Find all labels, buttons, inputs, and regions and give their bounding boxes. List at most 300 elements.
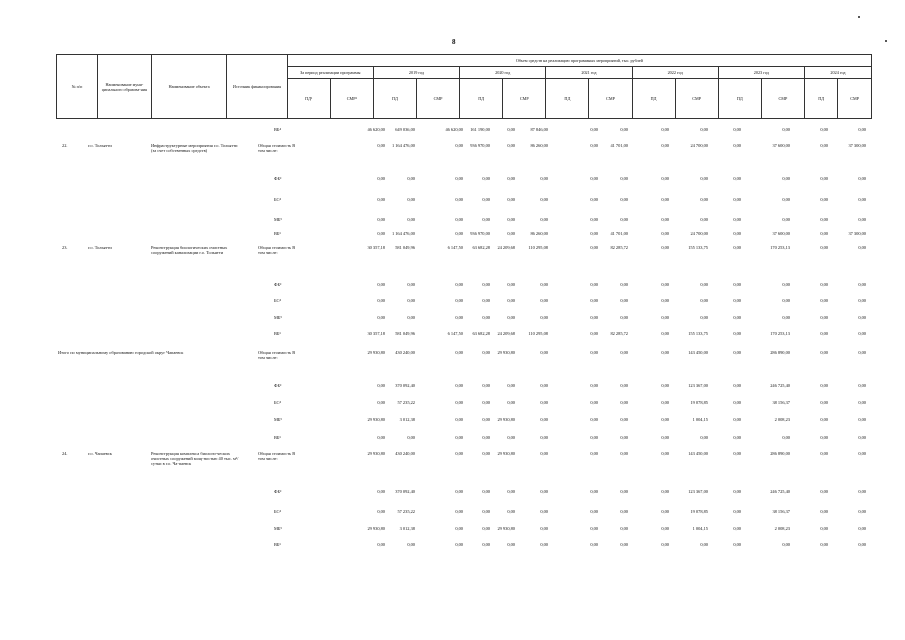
table-row <box>0 315 905 327</box>
cell-value: 0,00 <box>733 400 741 405</box>
cell-value: 0,00 <box>590 526 598 531</box>
cell-value: 0,00 <box>540 509 548 514</box>
cell-value: 0,00 <box>661 298 669 303</box>
cell-value: 0,00 <box>661 231 669 236</box>
cell-value: 0,00 <box>733 245 741 250</box>
row-source: МБ⁵ <box>274 217 282 222</box>
cell-value: 0,00 <box>590 435 598 440</box>
cell-value: 30 357,18 <box>367 331 385 336</box>
cell-value: 0,00 <box>820 143 828 148</box>
cell-value: 0,00 <box>377 542 385 547</box>
cell-value: 0,00 <box>820 176 828 181</box>
cell-value: 37 600,00 <box>772 143 790 148</box>
row-source: ВБ⁶ <box>274 231 281 236</box>
header-volume-title: Объем средств на реализацию программных мероприятий, тыс. рублей <box>287 55 871 67</box>
cell-value: 0,00 <box>455 197 463 202</box>
cell-value: 0,00 <box>507 509 515 514</box>
table-row <box>0 509 905 521</box>
cell-value: 0,00 <box>733 542 741 547</box>
header-municipality: Наименование муни-ципального образова-ния <box>97 55 151 119</box>
cell-value: 286 890,00 <box>770 451 790 456</box>
cell-value: 0,00 <box>590 489 598 494</box>
cell-value: 0,00 <box>540 417 548 422</box>
cell-value: 0,00 <box>733 197 741 202</box>
cell-value: 0,00 <box>507 435 515 440</box>
cell-value: 0,00 <box>782 542 790 547</box>
cell-value: 0,00 <box>782 282 790 287</box>
header-year: 2020 год <box>460 67 546 79</box>
cell-value: 0,00 <box>700 197 708 202</box>
page-number: 8 <box>452 38 456 46</box>
cell-value: 0,00 <box>590 315 598 320</box>
row-source: МБ⁵ <box>274 526 282 531</box>
cell-value: 0,00 <box>820 245 828 250</box>
cell-value: 0,00 <box>733 176 741 181</box>
cell-value: 0,00 <box>455 417 463 422</box>
header-year: 2023 год <box>718 67 804 79</box>
cell-value: 0,00 <box>377 197 385 202</box>
cell-value: 0,00 <box>782 298 790 303</box>
cell-value: 0,00 <box>455 350 463 355</box>
row-municipality: г.о. Тольятти <box>88 143 112 148</box>
row-source: ВБ⁶ <box>274 435 281 440</box>
row-municipality: Итого по муниципальному образованию городской округ Чапаевск <box>58 350 184 355</box>
cell-value: 0,00 <box>700 217 708 222</box>
cell-value: 41 701,00 <box>610 231 628 236</box>
cell-value: 0,00 <box>733 143 741 148</box>
cell-value: 0,00 <box>407 298 415 303</box>
cell-value: 0,00 <box>620 435 628 440</box>
header-smr: СМР <box>503 79 546 119</box>
cell-value: 29 930,80 <box>497 526 515 531</box>
cell-value: 0,00 <box>455 383 463 388</box>
cell-value: 0,00 <box>620 489 628 494</box>
cell-value: 0,00 <box>407 435 415 440</box>
cell-value: 1 004,15 <box>692 526 708 531</box>
table-row <box>0 282 905 294</box>
cell-value: 0,00 <box>455 489 463 494</box>
cell-value: 0,00 <box>540 350 548 355</box>
cell-value: 0,00 <box>620 417 628 422</box>
row-number: 24. <box>62 451 68 456</box>
cell-value: 41 701,00 <box>610 143 628 148</box>
cell-value: 0,00 <box>858 417 866 422</box>
cell-value: 30 357,18 <box>367 245 385 250</box>
cell-value: 0,00 <box>540 282 548 287</box>
table-row <box>0 489 905 501</box>
cell-value: 0,00 <box>733 509 741 514</box>
cell-value: 0,00 <box>482 298 490 303</box>
cell-value: 0,00 <box>507 315 515 320</box>
cell-value: 0,00 <box>455 176 463 181</box>
cell-value: 246 725,40 <box>770 489 790 494</box>
cell-value: 29 930,80 <box>497 417 515 422</box>
cell-value: 430 240,00 <box>395 451 415 456</box>
cell-value: 0,00 <box>858 383 866 388</box>
table-row <box>0 331 905 343</box>
cell-value: 0,00 <box>590 451 598 456</box>
cell-value: 0,00 <box>858 489 866 494</box>
cell-value: 0,00 <box>455 143 463 148</box>
cell-value: 0,00 <box>661 143 669 148</box>
cell-value: 0,00 <box>540 383 548 388</box>
cell-value: 0,00 <box>661 245 669 250</box>
cell-value: 6 147,50 <box>447 331 463 336</box>
cell-value: 0,00 <box>782 197 790 202</box>
cell-value: 0,00 <box>507 542 515 547</box>
cell-value: 936 970,00 <box>470 143 490 148</box>
cell-value: 0,00 <box>507 231 515 236</box>
cell-value: 0,00 <box>661 217 669 222</box>
cell-value: 0,00 <box>733 383 741 388</box>
cell-value: 0,00 <box>661 400 669 405</box>
cell-value: 0,00 <box>661 383 669 388</box>
cell-value: 24 209,68 <box>497 245 515 250</box>
cell-value: 0,00 <box>455 542 463 547</box>
cell-value: 0,00 <box>407 176 415 181</box>
cell-value: 0,00 <box>455 298 463 303</box>
header-pd: ПД <box>632 79 675 119</box>
cell-value: 0,00 <box>620 509 628 514</box>
cell-value: 0,00 <box>733 435 741 440</box>
cell-value: 110 295,08 <box>528 245 548 250</box>
row-source: ФБ³ <box>274 282 282 287</box>
cell-value: 0,00 <box>620 315 628 320</box>
cell-value: 0,00 <box>507 282 515 287</box>
cell-value: 0,00 <box>858 176 866 181</box>
cell-value: 0,00 <box>482 217 490 222</box>
header-pd: ПД <box>373 79 416 119</box>
cell-value: 430 240,00 <box>395 350 415 355</box>
cell-value: 0,00 <box>482 350 490 355</box>
header-smr-total: СМР² <box>330 79 373 119</box>
cell-value: 0,00 <box>858 245 866 250</box>
cell-value: 0,00 <box>482 383 490 388</box>
row-source: БС⁴ <box>274 197 281 202</box>
table-row <box>0 298 905 310</box>
cell-value: 370 092,40 <box>395 383 415 388</box>
cell-value: 0,00 <box>820 417 828 422</box>
cell-value: 0,00 <box>782 217 790 222</box>
cell-value: 0,00 <box>482 400 490 405</box>
cell-value: 0,00 <box>455 231 463 236</box>
cell-value: 3 012,38 <box>399 526 415 531</box>
cell-value: 0,00 <box>858 217 866 222</box>
cell-value: 0,00 <box>590 331 598 336</box>
cell-value: 0,00 <box>540 542 548 547</box>
header-smr: СМР <box>675 79 718 119</box>
cell-value: 0,00 <box>733 526 741 531</box>
cell-value: 46 620,00 <box>367 127 385 132</box>
row-source: БС⁴ <box>274 509 281 514</box>
table-row <box>0 417 905 429</box>
table-row <box>0 231 905 243</box>
cell-value: 0,00 <box>377 298 385 303</box>
cell-value: 0,00 <box>820 331 828 336</box>
cell-value: 0,00 <box>820 489 828 494</box>
cell-value: 0,00 <box>700 298 708 303</box>
cell-value: 29 930,80 <box>367 417 385 422</box>
cell-value: 0,00 <box>858 526 866 531</box>
row-object: Инфраструктурные мероприятия г.о. Тольятти (за счет собственных средств) <box>151 143 238 153</box>
cell-value: 0,00 <box>820 542 828 547</box>
cell-value: 0,00 <box>733 315 741 320</box>
cell-value: 0,00 <box>540 526 548 531</box>
cell-value: 0,00 <box>782 435 790 440</box>
cell-value: 29 930,80 <box>497 350 515 355</box>
cell-value: 3 012,38 <box>399 417 415 422</box>
header-smr: СМР <box>416 79 459 119</box>
cell-value: 0,00 <box>733 298 741 303</box>
row-object: Реконструкция биологических очистных сооружений канализации г.о. Тольятти <box>151 245 228 255</box>
cell-value: 0,00 <box>782 176 790 181</box>
cell-value: 0,00 <box>700 127 708 132</box>
cell-value: 0,00 <box>590 542 598 547</box>
cell-value: 0,00 <box>590 400 598 405</box>
row-source: Общая стоимость В том числе: <box>258 350 296 360</box>
cell-value: 0,00 <box>590 282 598 287</box>
cell-value: 1 164 476,00 <box>391 143 415 148</box>
header-period: За период реализации программы <box>287 67 373 79</box>
row-source: Общая стоимость В том числе: <box>258 451 296 461</box>
cell-value: 0,00 <box>820 298 828 303</box>
header-pd-total: ПД¹ <box>287 79 330 119</box>
cell-value: 0,00 <box>820 127 828 132</box>
cell-value: 143 450,00 <box>688 350 708 355</box>
header-pd: ПД <box>718 79 761 119</box>
cell-value: 0,00 <box>377 383 385 388</box>
cell-value: 110 295,08 <box>528 331 548 336</box>
cell-value: 0,00 <box>820 526 828 531</box>
cell-value: 0,00 <box>590 143 598 148</box>
cell-value: 0,00 <box>620 217 628 222</box>
cell-value: 0,00 <box>620 526 628 531</box>
cell-value: 0,00 <box>700 315 708 320</box>
cell-value: 0,00 <box>733 282 741 287</box>
cell-value: 0,00 <box>661 127 669 132</box>
cell-value: 0,00 <box>590 509 598 514</box>
cell-value: 0,00 <box>540 451 548 456</box>
row-source: МБ⁵ <box>274 417 282 422</box>
cell-value: 0,00 <box>507 383 515 388</box>
cell-value: 0,00 <box>540 197 548 202</box>
cell-value: 170 253,13 <box>770 331 790 336</box>
header-pd: ПД <box>546 79 589 119</box>
cell-value: 0,00 <box>733 217 741 222</box>
cell-value: 155 133,75 <box>688 245 708 250</box>
cell-value: 0,00 <box>820 282 828 287</box>
table-row <box>0 143 905 155</box>
table-row <box>0 383 905 395</box>
cell-value: 0,00 <box>590 176 598 181</box>
cell-value: 0,00 <box>407 217 415 222</box>
cell-value: 0,00 <box>661 315 669 320</box>
cell-value: 24 700,00 <box>690 231 708 236</box>
cell-value: 0,00 <box>858 315 866 320</box>
cell-value: 0,00 <box>661 331 669 336</box>
cell-value: 0,00 <box>661 350 669 355</box>
cell-value: 0,00 <box>620 542 628 547</box>
cell-value: 37 600,00 <box>772 231 790 236</box>
cell-value: 0,00 <box>482 315 490 320</box>
cell-value: 0,00 <box>540 315 548 320</box>
cell-value: 0,00 <box>482 197 490 202</box>
table-row <box>0 451 905 466</box>
row-source: ВБ⁴ <box>274 127 281 132</box>
cell-value: 0,00 <box>482 435 490 440</box>
cell-value: 0,00 <box>507 143 515 148</box>
cell-value: 0,00 <box>858 451 866 456</box>
cell-value: 0,00 <box>482 282 490 287</box>
row-source: ФБ³ <box>274 383 282 388</box>
cell-value: 0,00 <box>377 217 385 222</box>
row-source: Общая стоимость В том числе: <box>258 143 296 153</box>
cell-value: 0,00 <box>455 509 463 514</box>
cell-value: 0,00 <box>858 282 866 287</box>
cell-value: 37 300,00 <box>848 143 866 148</box>
cell-value: 0,00 <box>820 217 828 222</box>
cell-value: 0,00 <box>661 435 669 440</box>
row-municipality: г.о. Чапаевск <box>88 451 112 456</box>
table-row <box>0 245 905 257</box>
cell-value: 246 725,40 <box>770 383 790 388</box>
cell-value: 0,00 <box>820 315 828 320</box>
cell-value: 0,00 <box>540 435 548 440</box>
cell-value: 0,00 <box>455 435 463 440</box>
cell-value: 0,00 <box>590 127 598 132</box>
row-source: МБ⁵ <box>274 315 282 320</box>
header-pd: ПД <box>804 79 837 119</box>
cell-value: 0,00 <box>858 400 866 405</box>
cell-value: 0,00 <box>482 176 490 181</box>
cell-value: 0,00 <box>620 400 628 405</box>
cell-value: 0,00 <box>661 176 669 181</box>
header-smr: СМР <box>761 79 804 119</box>
cell-value: 0,00 <box>407 282 415 287</box>
cell-value: 0,00 <box>507 400 515 405</box>
cell-value: 0,00 <box>407 542 415 547</box>
cell-value: 0,00 <box>455 315 463 320</box>
cell-value: 0,00 <box>455 282 463 287</box>
cell-value: 0,00 <box>661 526 669 531</box>
cell-value: 0,00 <box>377 282 385 287</box>
table-row <box>0 176 905 188</box>
cell-value: 0,00 <box>858 298 866 303</box>
cell-value: 155 133,75 <box>688 331 708 336</box>
cell-value: 0,00 <box>407 315 415 320</box>
cell-value: 0,00 <box>620 383 628 388</box>
cell-value: 0,00 <box>820 231 828 236</box>
header-pd: ПД <box>460 79 503 119</box>
row-municipality: г.о. Тольятти <box>88 245 112 250</box>
cell-value: 0,00 <box>820 451 828 456</box>
cell-value: 29 930,80 <box>367 350 385 355</box>
cell-value: 0,00 <box>782 127 790 132</box>
cell-value: 38 156,37 <box>772 509 790 514</box>
cell-value: 19 078,85 <box>690 509 708 514</box>
cell-value: 0,00 <box>377 143 385 148</box>
cell-value: 0,00 <box>507 217 515 222</box>
cell-value: 0,00 <box>620 298 628 303</box>
cell-value: 0,00 <box>507 298 515 303</box>
cell-value: 0,00 <box>620 282 628 287</box>
cell-value: 57 235,22 <box>397 400 415 405</box>
cell-value: 0,00 <box>620 197 628 202</box>
cell-value: 581 049,96 <box>395 331 415 336</box>
table-row <box>0 127 905 139</box>
cell-value: 1 004,15 <box>692 417 708 422</box>
cell-value: 0,00 <box>590 350 598 355</box>
cell-value: 0,00 <box>700 435 708 440</box>
cell-value: 0,00 <box>590 298 598 303</box>
cell-value: 0,00 <box>733 231 741 236</box>
header-source: Источник финансирования <box>227 55 287 119</box>
cell-value: 0,00 <box>700 282 708 287</box>
cell-value: 0,00 <box>661 489 669 494</box>
cell-value: 0,00 <box>661 282 669 287</box>
cell-value: 0,00 <box>820 383 828 388</box>
cell-value: 0,00 <box>858 331 866 336</box>
table-row <box>0 197 905 209</box>
cell-value: 24 209,68 <box>497 331 515 336</box>
row-source: БС⁴ <box>274 298 281 303</box>
cell-value: 0,00 <box>377 489 385 494</box>
cell-value: 86 260,00 <box>530 231 548 236</box>
cell-value: 123 367,00 <box>688 383 708 388</box>
cell-value: 370 092,40 <box>395 489 415 494</box>
cell-value: 0,00 <box>733 127 741 132</box>
cell-value: 0,00 <box>540 400 548 405</box>
row-source: ФБ³ <box>274 176 282 181</box>
row-source: ВБ⁶ <box>274 331 281 336</box>
cell-value: 0,00 <box>590 231 598 236</box>
cell-value: 0,00 <box>733 451 741 456</box>
table-row <box>0 400 905 412</box>
cell-value: 0,00 <box>482 542 490 547</box>
header-object: Наименование объекта <box>151 55 226 119</box>
cell-value: 19 078,85 <box>690 400 708 405</box>
cell-value: 0,00 <box>377 400 385 405</box>
header-year: 2021 год <box>546 67 632 79</box>
cell-value: 0,00 <box>858 350 866 355</box>
cell-value: 0,00 <box>507 197 515 202</box>
cell-value: 0,00 <box>820 197 828 202</box>
row-source: ФБ³ <box>274 489 282 494</box>
cell-value: 82 285,72 <box>610 331 628 336</box>
cell-value: 38 156,37 <box>772 400 790 405</box>
header-year: 2024 год <box>804 67 871 79</box>
cell-value: 0,00 <box>407 197 415 202</box>
cell-value: 0,00 <box>455 217 463 222</box>
cell-value: 0,00 <box>820 350 828 355</box>
header-year: 2019 год <box>373 67 459 79</box>
cell-value: 0,00 <box>700 176 708 181</box>
cell-value: 24 700,00 <box>690 143 708 148</box>
cell-value: 0,00 <box>590 383 598 388</box>
cell-value: 0,00 <box>482 417 490 422</box>
cell-value: 57 235,22 <box>397 509 415 514</box>
cell-value: 0,00 <box>820 509 828 514</box>
cell-value: 0,00 <box>455 526 463 531</box>
cell-value: 0,00 <box>540 298 548 303</box>
cell-value: 0,00 <box>858 435 866 440</box>
cell-value: 123 367,00 <box>688 489 708 494</box>
cell-value: 29 930,80 <box>497 451 515 456</box>
cell-value: 0,00 <box>858 542 866 547</box>
cell-value: 0,00 <box>820 400 828 405</box>
cell-value: 0,00 <box>377 435 385 440</box>
table-row <box>0 526 905 538</box>
